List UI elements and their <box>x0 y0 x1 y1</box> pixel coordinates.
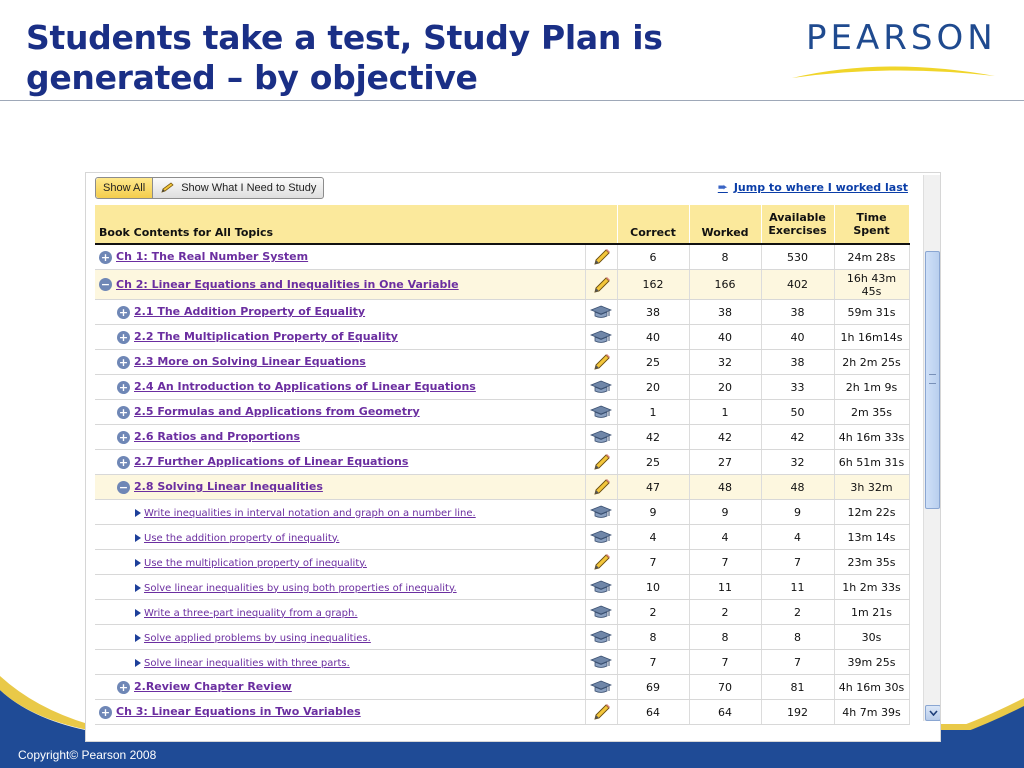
collapse-icon[interactable]: − <box>118 480 129 494</box>
available-cell: 402 <box>761 270 834 300</box>
header-worked <box>689 205 761 244</box>
correct-cell: 8 <box>617 625 689 650</box>
table-row <box>95 675 909 700</box>
table-row <box>95 625 909 650</box>
study-plan-table <box>95 205 910 725</box>
available-cell: 48 <box>761 475 834 500</box>
correct-cell: 25 <box>617 450 689 475</box>
table-row <box>95 575 909 600</box>
action-icon-cell <box>585 325 617 350</box>
time-cell: 4h 7m 39s <box>834 700 909 725</box>
expand-icon[interactable]: + <box>118 355 129 369</box>
header-available-exercises <box>761 205 834 244</box>
topic-cell <box>95 450 585 475</box>
correct-cell: 38 <box>617 300 689 325</box>
topic-cell <box>95 575 585 600</box>
worked-cell: 32 <box>689 350 761 375</box>
pencil-icon <box>160 182 176 194</box>
section-link[interactable]: 2.4 An Introduction to Applications of Linear Equations <box>134 380 476 394</box>
action-icon-cell <box>585 300 617 325</box>
section-link[interactable]: 2.8 Solving Linear Inequalities <box>134 480 323 494</box>
time-cell: 2h 1m 9s <box>834 375 909 400</box>
available-cell: 7 <box>761 550 834 575</box>
section-link[interactable]: 2.2 The Multiplication Property of Equality <box>134 330 398 344</box>
chevron-down-icon <box>929 710 938 716</box>
worked-cell: 42 <box>689 425 761 450</box>
topic-cell <box>95 425 585 450</box>
expand-icon[interactable]: + <box>118 455 129 469</box>
topic-cell <box>95 675 585 700</box>
worked-cell: 7 <box>689 650 761 675</box>
objective-link[interactable]: Solve linear inequalities by using both properties of inequality. <box>144 582 457 594</box>
graduation-cap-icon[interactable] <box>590 503 612 521</box>
expand-icon[interactable]: + <box>118 330 129 344</box>
pencil-icon[interactable] <box>590 703 612 721</box>
pencil-icon[interactable] <box>590 276 612 294</box>
available-cell: 9 <box>761 500 834 525</box>
expand-icon[interactable]: + <box>118 680 129 694</box>
objective-link[interactable]: Use the addition property of inequality. <box>144 532 340 544</box>
worked-cell: 9 <box>689 500 761 525</box>
time-cell: 4h 16m 33s <box>834 425 909 450</box>
expand-icon[interactable]: + <box>118 430 129 444</box>
study-plan-toolbar <box>86 173 920 205</box>
topic-cell <box>95 475 585 500</box>
section-link[interactable]: 2.5 Formulas and Applications from Geometry <box>134 405 420 419</box>
time-cell: 3h 32m <box>834 475 909 500</box>
triangle-right-icon[interactable] <box>135 584 141 592</box>
graduation-cap-icon[interactable] <box>590 653 612 671</box>
worked-cell: 20 <box>689 375 761 400</box>
topic-cell <box>95 500 585 525</box>
copyright-text: Copyright© Pearson 2008 <box>18 748 157 762</box>
table-row <box>95 244 909 270</box>
action-icon-cell <box>585 450 617 475</box>
header-time-line1: Time <box>856 211 887 224</box>
table-row <box>95 600 909 625</box>
chapter-link[interactable]: Ch 2: Linear Equations and Inequalities in One Variable <box>116 277 459 291</box>
available-cell: 2 <box>761 600 834 625</box>
available-cell: 11 <box>761 575 834 600</box>
time-cell: 1h 16m14s <box>834 325 909 350</box>
correct-cell: 162 <box>617 270 689 300</box>
section-link[interactable]: 2.1 The Addition Property of Equality <box>134 305 366 319</box>
time-cell: 24m 28s <box>834 244 909 270</box>
show-all-button[interactable]: Show All <box>96 178 153 198</box>
collapse-icon[interactable]: − <box>100 278 111 292</box>
time-cell: 39m 25s <box>834 650 909 675</box>
worked-cell: 38 <box>689 300 761 325</box>
correct-cell: 20 <box>617 375 689 400</box>
expand-icon[interactable]: + <box>118 305 129 319</box>
pearson-logo <box>790 18 1000 88</box>
pencil-icon[interactable] <box>590 453 612 471</box>
available-cell: 32 <box>761 450 834 475</box>
graduation-cap-icon[interactable] <box>590 378 612 396</box>
table-row <box>95 500 909 525</box>
correct-cell: 4 <box>617 525 689 550</box>
available-cell: 192 <box>761 700 834 725</box>
correct-cell: 42 <box>617 425 689 450</box>
section-link[interactable]: 2.7 Further Applications of Linear Equations <box>134 455 409 469</box>
expand-icon[interactable]: + <box>100 705 111 719</box>
worked-cell: 27 <box>689 450 761 475</box>
topic-cell <box>95 325 585 350</box>
table-row <box>95 300 909 325</box>
action-icon-cell <box>585 625 617 650</box>
available-cell: 50 <box>761 400 834 425</box>
pencil-icon[interactable] <box>590 553 612 571</box>
chapter-link[interactable]: Ch 1: The Real Number System <box>116 250 309 264</box>
table-row <box>95 375 909 400</box>
table-row <box>95 270 909 300</box>
table-row <box>95 700 909 725</box>
expand-icon[interactable]: + <box>118 405 129 419</box>
section-link[interactable]: 2.3 More on Solving Linear Equations <box>134 355 366 369</box>
topic-cell <box>95 525 585 550</box>
graduation-cap-icon[interactable] <box>590 303 612 321</box>
graduation-cap-icon[interactable] <box>590 678 612 696</box>
action-icon-cell <box>585 350 617 375</box>
section-link[interactable]: 2.Review Chapter Review <box>134 680 292 694</box>
available-cell: 42 <box>761 425 834 450</box>
action-icon-cell <box>585 550 617 575</box>
triangle-right-icon[interactable] <box>135 659 141 667</box>
graduation-cap-icon[interactable] <box>590 328 612 346</box>
study-plan-panel <box>85 172 941 742</box>
available-cell: 81 <box>761 675 834 700</box>
time-cell: 23m 35s <box>834 550 909 575</box>
scroll-down-button[interactable] <box>925 705 941 721</box>
graduation-cap-icon[interactable] <box>590 578 612 596</box>
graduation-cap-icon[interactable] <box>590 603 612 621</box>
time-cell: 1h 2m 33s <box>834 575 909 600</box>
topic-cell <box>95 270 585 300</box>
correct-cell: 69 <box>617 675 689 700</box>
study-plan-rows <box>95 244 909 725</box>
time-cell: 2m 35s <box>834 400 909 425</box>
topic-cell <box>95 375 585 400</box>
worked-cell: 48 <box>689 475 761 500</box>
topic-cell <box>95 650 585 675</box>
worked-cell: 40 <box>689 325 761 350</box>
action-icon-cell <box>585 400 617 425</box>
time-cell: 2h 2m 25s <box>834 350 909 375</box>
action-icon-cell <box>585 700 617 725</box>
show-what-i-need-button[interactable] <box>153 178 323 198</box>
expand-icon[interactable]: + <box>118 380 129 394</box>
correct-cell: 7 <box>617 650 689 675</box>
action-icon-cell <box>585 575 617 600</box>
time-cell: 16h 43m 45s <box>834 270 909 300</box>
available-cell: 4 <box>761 525 834 550</box>
topic-cell <box>95 400 585 425</box>
worked-cell: 166 <box>689 270 761 300</box>
expand-icon[interactable]: + <box>100 250 111 264</box>
objective-link[interactable]: Solve linear inequalities with three parts. <box>144 657 350 669</box>
table-row <box>95 350 909 375</box>
time-cell: 12m 22s <box>834 500 909 525</box>
time-cell: 6h 51m 31s <box>834 450 909 475</box>
topic-cell <box>95 244 585 270</box>
topic-cell <box>95 625 585 650</box>
grip-icon <box>929 374 936 384</box>
header-book-contents: Book Contents for All Topics <box>95 205 617 244</box>
worked-cell: 8 <box>689 244 761 270</box>
topic-cell <box>95 350 585 375</box>
correct-cell: 47 <box>617 475 689 500</box>
table-row <box>95 525 909 550</box>
graduation-cap-icon[interactable] <box>590 628 612 646</box>
topic-cell <box>95 550 585 575</box>
logo-swoosh-icon <box>790 18 1000 88</box>
time-cell: 30s <box>834 625 909 650</box>
triangle-right-icon[interactable] <box>135 509 141 517</box>
available-cell: 38 <box>761 300 834 325</box>
jump-to-last-label: Jump to where I worked last <box>733 180 908 194</box>
correct-cell: 10 <box>617 575 689 600</box>
graduation-cap-icon[interactable] <box>590 403 612 421</box>
time-cell: 13m 14s <box>834 525 909 550</box>
triangle-right-icon[interactable] <box>135 534 141 542</box>
pencil-icon[interactable] <box>590 248 612 266</box>
topic-cell <box>95 600 585 625</box>
available-cell: 530 <box>761 244 834 270</box>
correct-cell: 2 <box>617 600 689 625</box>
pencil-icon[interactable] <box>590 353 612 371</box>
correct-cell: 6 <box>617 244 689 270</box>
vertical-scrollbar[interactable] <box>923 175 940 721</box>
correct-cell: 40 <box>617 325 689 350</box>
action-icon-cell <box>585 650 617 675</box>
topic-cell <box>95 300 585 325</box>
graduation-cap-icon[interactable] <box>590 428 612 446</box>
table-row <box>95 550 909 575</box>
graduation-cap-icon[interactable] <box>590 528 612 546</box>
objective-link[interactable]: Write inequalities in interval notation and graph on a number line. <box>144 507 476 519</box>
action-icon-cell <box>585 525 617 550</box>
pencil-icon[interactable] <box>590 478 612 496</box>
triangle-right-icon[interactable] <box>135 634 141 642</box>
worked-cell: 1 <box>689 400 761 425</box>
available-cell: 8 <box>761 625 834 650</box>
action-icon-cell <box>585 270 617 300</box>
correct-cell: 1 <box>617 400 689 425</box>
time-cell: 1m 21s <box>834 600 909 625</box>
action-icon-cell <box>585 675 617 700</box>
table-row <box>95 400 909 425</box>
section-link[interactable]: 2.6 Ratios and Proportions <box>134 430 300 444</box>
show-what-i-need-label: Show What I Need to Study <box>181 181 317 194</box>
worked-cell: 70 <box>689 675 761 700</box>
table-row <box>95 650 909 675</box>
objective-link[interactable]: Solve applied problems by using inequalities. <box>144 632 371 644</box>
triangle-right-icon[interactable] <box>135 559 141 567</box>
jump-to-last-link[interactable] <box>718 180 908 194</box>
table-row <box>95 425 909 450</box>
time-cell: 59m 31s <box>834 300 909 325</box>
action-icon-cell <box>585 600 617 625</box>
topic-cell <box>95 700 585 725</box>
worked-cell: 8 <box>689 625 761 650</box>
table-header-row <box>95 205 909 244</box>
correct-cell: 25 <box>617 350 689 375</box>
filter-button-group <box>95 177 324 199</box>
worked-cell: 64 <box>689 700 761 725</box>
header-correct <box>617 205 689 244</box>
correct-cell: 9 <box>617 500 689 525</box>
scrollbar-thumb[interactable] <box>925 251 940 509</box>
arrow-right-icon: ➨ <box>717 180 728 194</box>
available-cell: 38 <box>761 350 834 375</box>
title-divider <box>0 100 1024 101</box>
worked-cell: 11 <box>689 575 761 600</box>
worked-cell: 4 <box>689 525 761 550</box>
header-worked-label: Worked <box>701 226 749 239</box>
action-icon-cell <box>585 500 617 525</box>
worked-cell: 2 <box>689 600 761 625</box>
header-time-line2: Spent <box>853 224 890 237</box>
chapter-link[interactable]: Ch 3: Linear Equations in Two Variables <box>116 705 361 719</box>
available-cell: 7 <box>761 650 834 675</box>
correct-cell: 64 <box>617 700 689 725</box>
slide-title: Students take a test, Study Plan is generated – by objective <box>26 18 663 97</box>
logo-text: PEARSON <box>806 18 997 58</box>
objective-link[interactable]: Use the multiplication property of inequality. <box>144 557 367 569</box>
correct-cell: 7 <box>617 550 689 575</box>
objective-link[interactable]: Write a three-part inequality from a graph. <box>144 607 358 619</box>
header-time-spent <box>834 205 909 244</box>
action-icon-cell <box>585 425 617 450</box>
table-row <box>95 325 909 350</box>
header-available-line2: Exercises <box>768 224 827 237</box>
time-cell: 4h 16m 30s <box>834 675 909 700</box>
worked-cell: 7 <box>689 550 761 575</box>
table-row <box>95 475 909 500</box>
header-correct-label: Correct <box>630 226 676 239</box>
action-icon-cell <box>585 244 617 270</box>
header-available-line1: Available <box>769 211 826 224</box>
table-row <box>95 450 909 475</box>
available-cell: 40 <box>761 325 834 350</box>
action-icon-cell <box>585 475 617 500</box>
available-cell: 33 <box>761 375 834 400</box>
action-icon-cell <box>585 375 617 400</box>
triangle-right-icon[interactable] <box>135 609 141 617</box>
